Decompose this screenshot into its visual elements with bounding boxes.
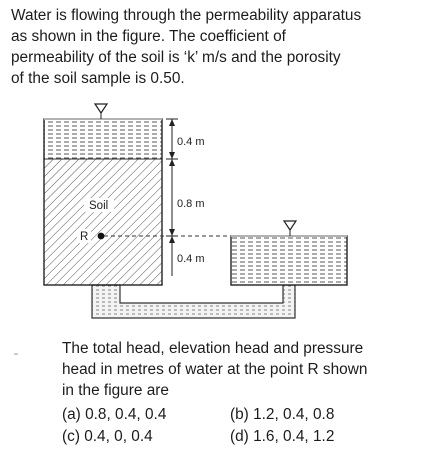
option-c[interactable]: (c) 0.4, 0, 0.4 — [62, 428, 153, 445]
problem-line-1: Water is flowing through the permeability apparatus — [11, 7, 362, 24]
right-water-level-symbol — [284, 221, 296, 236]
soil-sample — [44, 159, 162, 285]
point-r-marker — [98, 233, 105, 240]
dim-label-mid: 0.8 m — [177, 198, 205, 210]
option-a[interactable]: (a) 0.8, 0.4, 0.4 — [62, 406, 167, 423]
left-water-level-symbol — [95, 104, 107, 119]
right-water-container — [231, 236, 347, 285]
problem-line-3: permeability of the soil is ‘k’ m/s and the porosity — [11, 49, 341, 66]
problem-line-2: as shown in the figure. The coefficient of — [11, 28, 286, 45]
option-d[interactable]: (d) 1.6, 0.4, 1.2 — [230, 428, 335, 445]
problem-line-4: of the soil sample is 0.50. — [11, 70, 185, 87]
connecting-pipe — [92, 285, 295, 318]
left-water-column — [44, 119, 162, 159]
soil-label: Soil — [89, 200, 109, 212]
option-b[interactable]: (b) 1.2, 0.4, 0.8 — [230, 406, 335, 423]
question-line-2: head in metres of water at the point R shown — [62, 361, 368, 378]
question-line-1: The total head, elevation head and pressure — [62, 340, 364, 357]
question-line-3: in the figure are — [62, 382, 169, 399]
dim-label-top: 0.4 m — [177, 136, 205, 148]
dim-label-bot: 0.4 m — [177, 253, 205, 265]
question-text — [62, 338, 432, 401]
point-r-label: R — [80, 231, 89, 243]
